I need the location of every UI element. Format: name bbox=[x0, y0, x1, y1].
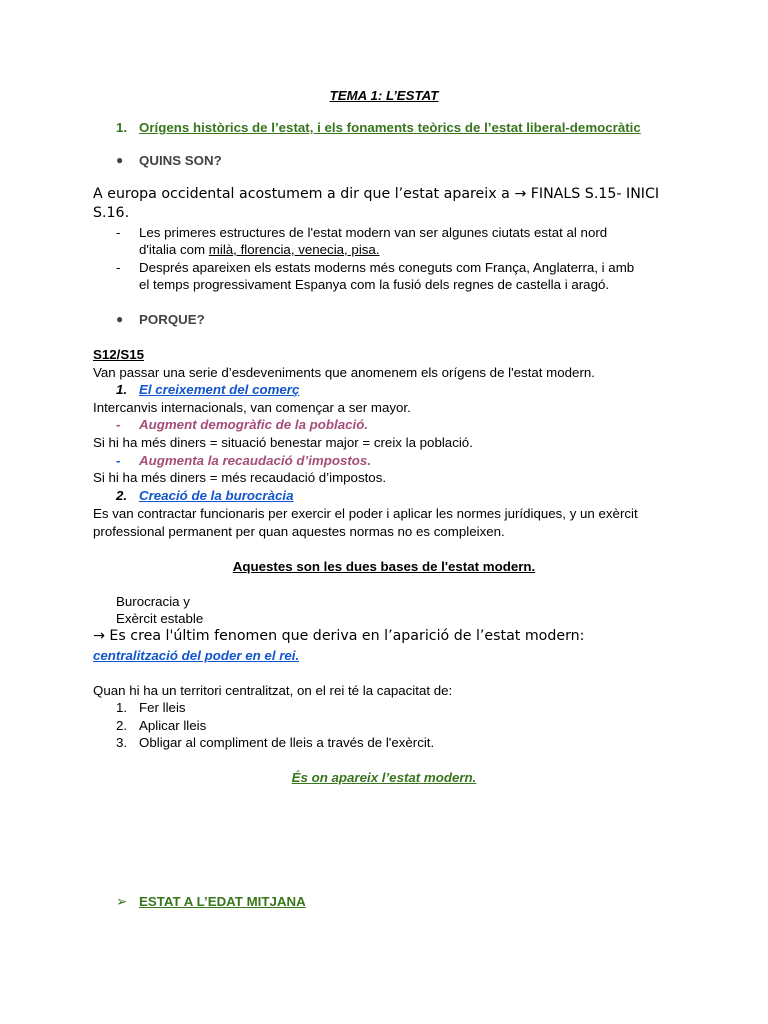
page-title: TEMA 1: L’ESTAT bbox=[329, 88, 439, 103]
bullet-icon: ● bbox=[116, 153, 124, 167]
point-number: 2. bbox=[116, 488, 128, 503]
question-heading-2: PORQUE? bbox=[139, 312, 205, 327]
base-item: Exèrcit estable bbox=[116, 611, 204, 626]
point-text-2-line-1: Es van contractar funcionaris per exercir el poder i aplicar les normes jurídiques, y un exèrcit bbox=[93, 506, 638, 521]
dash-item-2-line-2: el temps progressivament Espanya com la fusió dels regnes de castella i aragó. bbox=[139, 277, 610, 292]
base-item: Burocracia y bbox=[116, 594, 190, 609]
centralization-text: centralització del poder en el rei. bbox=[93, 648, 300, 663]
dash-item-1-text: d'italia com bbox=[139, 242, 209, 257]
question-heading-1: QUINS SON? bbox=[139, 153, 222, 168]
dash-item-2-line-1: Després apareixen els estats moderns més coneguts com França, Anglaterra, i amb bbox=[139, 260, 635, 275]
point-text-1: Intercanvis internacionals, van començar a ser mayor. bbox=[93, 400, 411, 415]
dash-marker: - bbox=[116, 225, 121, 240]
point-text-2-line-2: professional permanent per quan aquestes normas no es compleixen. bbox=[93, 524, 505, 539]
subpoint-heading-2: Augmenta la recaudació d’impostos. bbox=[139, 453, 372, 468]
territory-text: Quan hi ha un territori centralitzat, on el rei té la capacitat de: bbox=[93, 683, 453, 698]
dash-marker: - bbox=[116, 453, 121, 468]
subpoint-heading-1: Augment demogràfic de la població. bbox=[139, 417, 369, 432]
subpoint-text-2: Si hi ha més diners = més recaudació d’impostos. bbox=[93, 470, 387, 485]
period-heading: S12/S15 bbox=[93, 347, 145, 362]
arrowhead-bullet-icon: ➢ bbox=[116, 894, 128, 909]
list-number: 3. bbox=[116, 735, 128, 750]
next-section-heading: ESTAT A L’EDAT MITJANA bbox=[139, 894, 306, 909]
point-number: 1. bbox=[116, 382, 128, 397]
list-item: Obligar al compliment de lleis a través de l'exèrcit. bbox=[139, 735, 435, 750]
dash-marker: - bbox=[116, 260, 121, 275]
intro-line-2: S.16. bbox=[93, 205, 130, 221]
italian-cities: milà, florencia, venecia, pisa. bbox=[208, 242, 380, 257]
arrow-line: → Es crea l'últim fenomen que deriva en l’aparició de l’estat modern: bbox=[93, 628, 585, 644]
list-item: Fer lleis bbox=[139, 700, 186, 715]
point-heading-2: Creació de la burocràcia bbox=[139, 488, 294, 503]
subpoint-text-1: Si hi ha més diners = situació benestar major = creix la població. bbox=[93, 435, 473, 450]
bases-heading: Aquestes son les dues bases de l'estat modern. bbox=[232, 559, 536, 574]
list-item: Aplicar lleis bbox=[139, 718, 207, 733]
bullet-icon: ● bbox=[116, 312, 124, 326]
list-number: 2. bbox=[116, 718, 128, 733]
dash-item-1-line-1: Les primeres estructures de l'estat modern van ser algunes ciutats estat al nord bbox=[139, 225, 608, 240]
section-number: 1. bbox=[116, 120, 128, 135]
point-heading-1: El creixement del comerç bbox=[139, 382, 300, 397]
conclusion-text: És on apareix l’estat modern. bbox=[291, 770, 477, 785]
list-number: 1. bbox=[116, 700, 128, 715]
intro-line-1: A europa occidental acostumem a dir que l’estat apareix a → FINALS S.15- INICI bbox=[93, 186, 660, 202]
dash-item-1-line-2 bbox=[139, 241, 380, 258]
section-heading: Orígens històrics de l’estat, i els fonaments teòrics de l’estat liberal-democràtic bbox=[139, 120, 641, 135]
period-text: Van passar una serie d’esdeveniments que anomenem els orígens de l'estat modern. bbox=[93, 365, 595, 380]
dash-marker: - bbox=[116, 417, 121, 432]
